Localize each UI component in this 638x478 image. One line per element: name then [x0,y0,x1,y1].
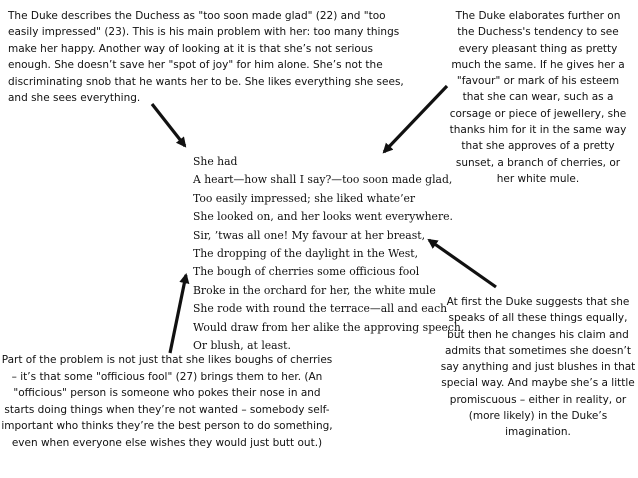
poem-line: The dropping of the daylight in the West, [193,246,419,260]
poem-line: She looked on, and her looks went everywhere. [193,210,453,224]
poem-line: A heart—how shall I say?—too soon made glad, [193,173,453,187]
arrow-top-right [384,86,447,152]
poem-line: Or blush, at least. [193,338,291,352]
annotation-top-right: The Duke elaborates further on the Duchess's tendency to see every pleasant thing as pretty much the same. If he gives her a "favour" or mark of his esteem that she can wear, such as a corsage or piece of jewellery, she thanks him for it in the same way that she approves of a pretty sunset, a branch of cherries, or her white mule. [449,10,627,185]
poem-line: Would draw from her alike the approving speech, [193,320,465,334]
poem-line: The bough of cherries some officious fool [193,265,420,279]
poem-line: Broke in the orchard for her, the white mule [193,283,436,297]
arrow-bottom-right [429,240,496,287]
arrow-bottom-left [170,275,186,353]
arrow-top-left [152,104,185,146]
poem-line: She rode with round the terrace—all and each [193,302,448,316]
annotation-bottom-right: At first the Duke suggests that she speaks of all these things equally, but then he changes his claim and admits that sometimes she doesn’t say anything and just blushes in that special way. And maybe she’s a little promiscuous – either in reality, or (more likely) in the Duke’s imagination. [440,296,636,439]
annotation-top-left: The Duke describes the Duchess as "too soon made glad" (22) and "too easily impressed" (23). This is his main problem with her: too many things make her happy. Another way of looking at it is that she’s not serious enough. She doesn’t save her "spot of joy" for him alone. She’s not the discriminating snob that he wants her to be. She likes everything she sees, and she sees everything. [8,10,404,105]
poem-line: Too easily impressed; she liked whate’er [193,191,416,205]
poem-line: Sir, ’twas all one! My favour at her breast, [193,228,426,242]
annotation-bottom-left: Part of the problem is not just that she likes boughs of cherries – it’s that some "officious fool" (27) brings them to her. (An "officious" person is someone who pokes their nose in and starts doing things when they’re not wanted – somebody self-important who thinks they’re the best person to do something, even when everyone else wishes they would just butt out.) [1,354,333,449]
poem-line: She had [193,155,238,168]
